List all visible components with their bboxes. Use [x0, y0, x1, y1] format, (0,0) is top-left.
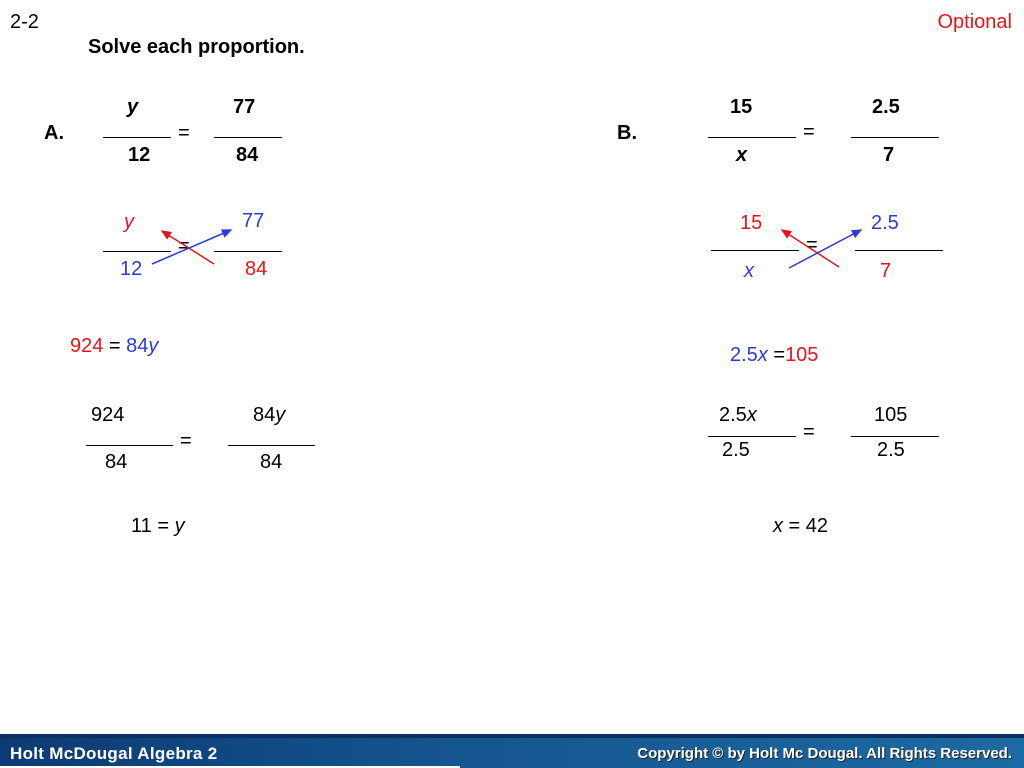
a-cross-denominator-1: 12	[120, 258, 143, 280]
b-cross-numerator-1: 15	[740, 212, 763, 234]
b-denominator-1: x	[736, 144, 748, 166]
a-blue-arrow	[152, 230, 231, 264]
b-equals: =	[803, 121, 815, 143]
a-answer-var: y	[174, 515, 185, 537]
b-step2-denominator-1: 2.5	[722, 439, 750, 461]
a-denominator-1: 12	[128, 144, 151, 166]
a-step2-numerator-1: 924	[91, 404, 125, 426]
b-step2-equals: =	[803, 421, 815, 443]
instruction-title: Solve each proportion.	[88, 36, 305, 58]
footer-course-title: Holt McDougal Algebra 2	[10, 744, 218, 763]
b-step2-num1-coef: 2.5	[719, 404, 747, 426]
b-step1-right: 105	[785, 344, 819, 366]
b-cross-equals: =	[806, 234, 818, 256]
b-answer-var: x	[773, 515, 783, 537]
a-step1-coef: 84	[126, 335, 149, 357]
a-red-arrow	[162, 231, 214, 264]
b-step2-denominator-2: 2.5	[877, 439, 905, 461]
problem-b-label: B.	[617, 122, 637, 144]
a-answer-equals: =	[151, 515, 175, 537]
b-answer-value: 42	[805, 515, 829, 537]
b-cross-denominator-2: 7	[880, 260, 892, 282]
b-step1-coef: 2.5	[730, 344, 758, 366]
a-step2-equals: =	[180, 430, 192, 452]
b-numerator-2: 2.5	[872, 96, 900, 118]
a-answer-value: 11	[131, 515, 152, 537]
b-denominator-2: 7	[883, 144, 895, 166]
a-numerator-2: 77	[233, 96, 256, 118]
a-numerator-1: y	[127, 96, 139, 118]
b-step1-equals: =	[767, 344, 786, 366]
footer-copyright: Copyright © by Holt Mc Dougal. All Rights Reserved.	[637, 745, 1012, 762]
a-cross-equals: =	[178, 235, 190, 257]
a-step1-equals: =	[103, 335, 127, 357]
problem-a-label: A.	[44, 122, 64, 144]
a-step2-denominator-1: 84	[105, 451, 128, 473]
a-step1-var: y	[148, 335, 159, 357]
a-step2-num2-var: y	[275, 404, 286, 426]
a-cross-numerator-1: y	[124, 211, 134, 233]
b-blue-arrow	[789, 230, 861, 268]
a-cross-denominator-2: 84	[245, 258, 268, 280]
a-cross-numerator-2: 77	[242, 210, 265, 232]
a-step2-denominator-2: 84	[260, 451, 283, 473]
b-step2-num1-var: x	[746, 404, 757, 426]
b-answer-equals: =	[783, 515, 806, 537]
a-denominator-2: 84	[236, 144, 259, 166]
b-step1-var: x	[757, 344, 768, 366]
a-equals: =	[178, 122, 190, 144]
optional-label: Optional	[937, 11, 1012, 33]
b-red-arrow	[782, 230, 839, 267]
a-step1-left: 924	[70, 335, 104, 357]
a-step2-num2-coef: 84	[253, 404, 276, 426]
section-number: 2-2	[10, 11, 39, 33]
b-cross-denominator-1: x	[744, 260, 754, 282]
b-step2-numerator-2: 105	[874, 404, 908, 426]
b-numerator-1: 15	[730, 96, 753, 118]
b-cross-numerator-2: 2.5	[871, 212, 899, 234]
